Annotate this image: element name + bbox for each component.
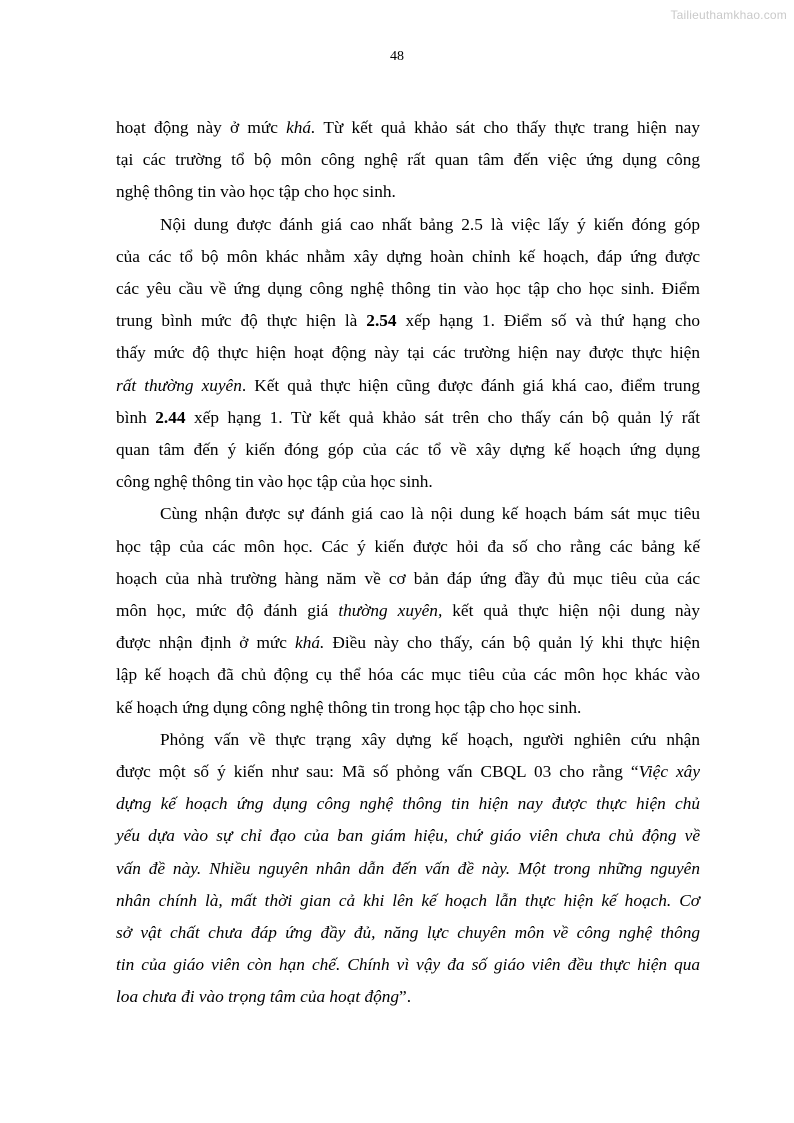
text-line: tại các trường tổ bộ môn công nghệ rất quan tâm đến việc ứng dụng công — [116, 150, 700, 170]
italic-text: nhân chính là, mất thời gian cả khi lên kế hoạch lẫn thực hiện kế hoạch. Cơ — [116, 890, 700, 910]
text-line — [116, 627, 700, 659]
text-line: quan tâm đến ý kiến đóng góp của các tổ về xây dựng kế hoạch ứng dụng — [116, 440, 700, 460]
text-line — [116, 305, 700, 337]
text-line: hoạch của nhà trường hàng năm về cơ bản đáp ứng đầy đủ mục tiêu của các — [116, 568, 700, 588]
italic-text: tin của giáo viên còn hạn chế. Chính vì vậy đa số giáo viên đều thực hiện qua — [116, 955, 700, 975]
italic-text: khá. — [295, 633, 325, 653]
watermark-text: Tailieuthamkhao.com — [670, 8, 787, 22]
text-line: các yêu cầu về ứng dụng công nghệ thông tin vào học tập cho học sinh. Điểm — [116, 279, 700, 299]
paragraph-4 — [116, 724, 700, 1014]
text-line — [116, 949, 700, 981]
page-number: 48 — [390, 49, 404, 64]
italic-text: dựng kế hoạch ứng dụng công nghệ thông tin hiện nay được thực hiện chủ — [116, 794, 700, 814]
paragraph-2 — [116, 209, 700, 499]
text-line: của các tổ bộ môn khác nhằm xây dựng hoàn chỉnh kế hoạch, đáp ứng được — [116, 246, 700, 266]
text-line: Cùng nhận được sự đánh giá cao là nội dung kế hoạch bám sát mục tiêu — [160, 504, 700, 524]
text-line: nghệ thông tin vào học tập cho học sinh. — [116, 182, 396, 202]
text-run: hoạt động này ở mức — [116, 118, 287, 137]
text-run: xếp hạng 1. Từ kết quả khảo sát trên cho thấy cán bộ quản lý rất — [185, 407, 701, 427]
bold-value: 2.44 — [155, 407, 186, 427]
text-line: kế hoạch ứng dụng công nghệ thông tin trong học tập cho học sinh. — [116, 697, 582, 717]
italic-text: yếu dựa vào sự chỉ đạo của ban giám hiệu, chứ giáo viên chưa chủ động về — [116, 826, 700, 846]
text-run: kết quả thực hiện nội dung này — [442, 601, 700, 621]
italic-text: sở vật chất chưa đáp ứng đầy đủ, năng lực chuyên môn về công nghệ thông — [116, 923, 700, 943]
text-run: Từ kết quả khảo sát cho thấy thực trang hiện nay — [315, 118, 700, 137]
text-line — [116, 595, 700, 627]
text-run: được nhận định ở mức — [116, 633, 296, 653]
text-line: học tập của các môn học. Các ý kiến được hỏi đa số cho rằng các bảng kế — [116, 536, 700, 556]
italic-text: loa chưa đi vào trọng tâm của hoạt động — [116, 987, 400, 1007]
text-run: trung bình mức độ thực hiện là — [116, 311, 367, 331]
text-run: ”. — [399, 987, 412, 1007]
text-line — [116, 981, 700, 1013]
text-line — [116, 402, 700, 434]
text-line — [116, 885, 700, 917]
text-line — [116, 820, 700, 852]
document-body — [116, 112, 700, 1014]
italic-text: rất thường xuyên — [116, 375, 242, 395]
italic-text: khá. — [286, 118, 316, 137]
paragraph-1 — [116, 112, 700, 209]
italic-text: vấn đề này. Nhiều nguyên nhân dẫn đến vấn đề này. Một trong những nguyên — [116, 858, 700, 878]
italic-text: Việc xây — [638, 762, 700, 782]
text-line: Phỏng vấn về thực trạng xây dựng kế hoạch, người nghiên cứu nhận — [160, 729, 700, 749]
text-line — [116, 917, 700, 949]
text-run: môn học, mức độ đánh giá — [116, 601, 339, 621]
text-run: được một số ý kiến như sau: Mã số phỏng vấn CBQL 03 cho rằng “ — [116, 762, 639, 782]
text-run: xếp hạng 1. Điểm số và thứ hạng cho — [396, 311, 700, 331]
text-run: bình — [116, 407, 156, 427]
text-line — [116, 853, 700, 885]
text-run: Điều này cho thấy, cán bộ quản lý khi thực hiện — [324, 633, 700, 653]
text-line: lập kế hoạch đã chủ động cụ thể hóa các mục tiêu của các môn học khác vào — [116, 665, 700, 685]
text-run: . Kết quả thực hiện cũng được đánh giá khá cao, điểm trung — [241, 375, 700, 395]
text-line — [116, 112, 700, 144]
italic-text: thường xuyên, — [338, 601, 443, 621]
bold-value: 2.54 — [366, 311, 397, 331]
text-line: Nội dung được đánh giá cao nhất bảng 2.5 là việc lấy ý kiến đóng góp — [160, 214, 700, 234]
text-line: thấy mức độ thực hiện hoạt động này tại các trường hiện nay được thực hiện — [116, 343, 700, 363]
text-line: công nghệ thông tin vào học tập của học sinh. — [116, 472, 433, 492]
text-line — [116, 788, 700, 820]
text-line — [116, 370, 700, 402]
text-line — [116, 756, 700, 788]
paragraph-3 — [116, 498, 700, 723]
